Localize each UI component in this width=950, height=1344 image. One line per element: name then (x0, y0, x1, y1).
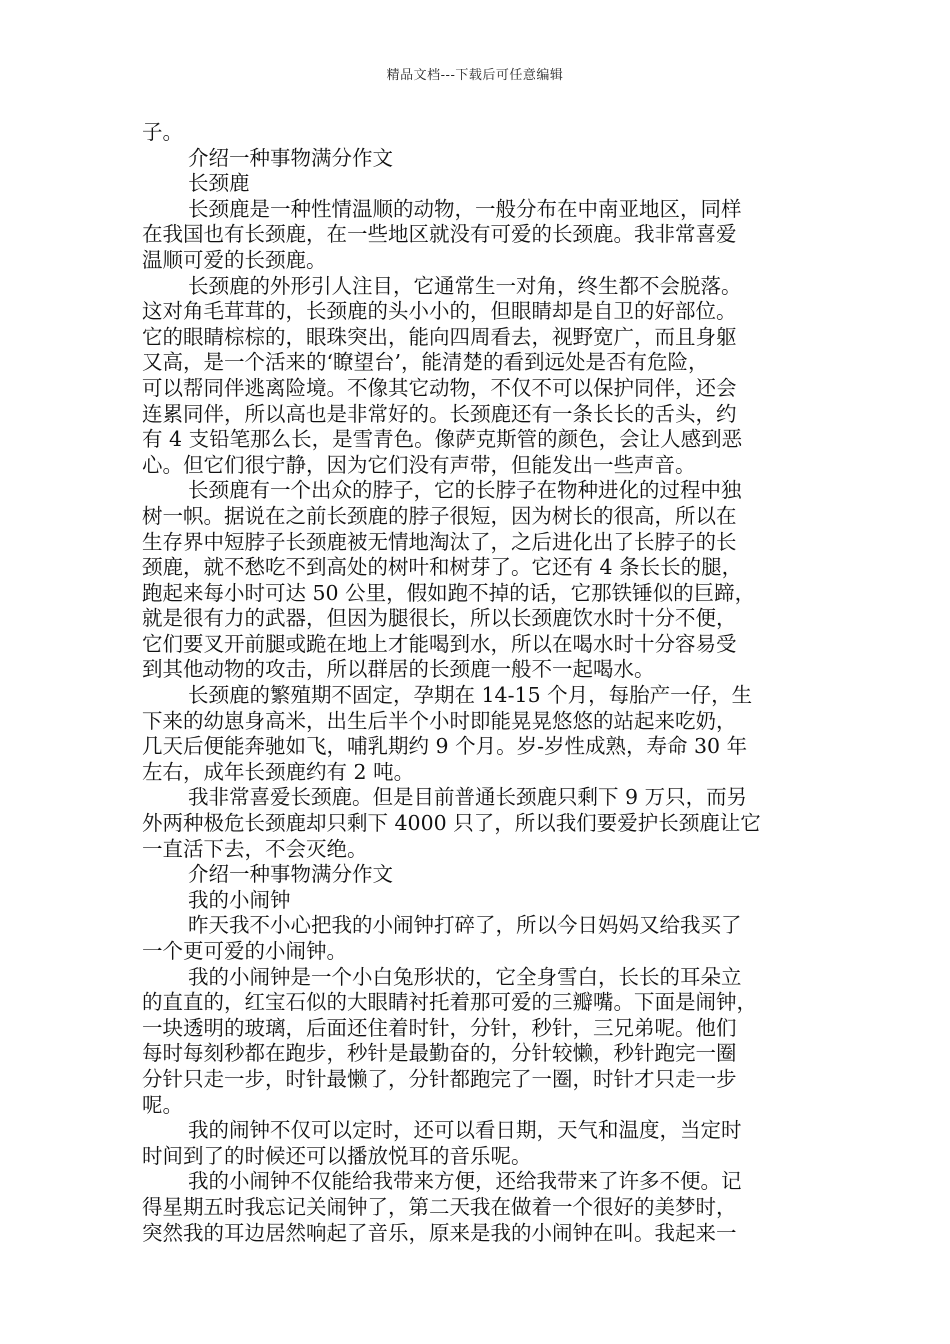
text-line: 一个更可爱的小闹钟。 (142, 939, 347, 963)
text-line: 几天后便能奔驰如飞，哺乳期约 9 个月。岁-岁性成熟，寿命 30 年 (142, 734, 748, 759)
text-line: 树一帜。据说在之前长颈鹿的脖子很短，因为树长的很高，所以在 (142, 503, 737, 528)
document-body (142, 120, 810, 1246)
text-line: 跑起来每小时可达 50 公里，假如跑不掉的话，它那铁锤似的巨蹄， (142, 580, 756, 605)
text-line: 介绍一种事物满分作文 (188, 145, 393, 170)
text-line: 呢。 (142, 1092, 183, 1117)
text-line: 我的小闹钟是一个小白兔形状的，它全身雪白，长长的耳朵立 (188, 964, 742, 989)
text-line: 生存界中短脖子长颈鹿被无情地淘汰了，之后进化出了长脖子的长 (142, 529, 737, 554)
text-line: 长颈鹿的外形引人注目，它通常生一对角，终生都不会脱落。 (188, 273, 742, 298)
text-line: 这对角毛茸茸的，长颈鹿的头小小的，但眼睛却是自卫的好部位。 (142, 299, 737, 324)
text-line: 长颈鹿 (188, 171, 250, 196)
text-line: 突然我的耳边居然响起了音乐，原来是我的小闹钟在叫。我起来一 (142, 1220, 737, 1245)
text-line: 我的小闹钟不仅能给我带来方便，还给我带来了许多不便。记 (188, 1169, 742, 1194)
page-header: 精品文档---下载后可任意编辑 (386, 68, 564, 83)
text-line: 我非常喜爱长颈鹿。但是目前普通长颈鹿只剩下 9 万只，而另 (188, 785, 748, 810)
text-line: 介绍一种事物满分作文 (188, 862, 393, 887)
text-line: 颈鹿，就不愁吃不到高处的树叶和树芽了。它还有 4 条长长的腿， (142, 555, 743, 580)
text-line: 分针只走一步，时针最懒了，分针都跑完了一圈，时针才只走一步 (142, 1066, 737, 1091)
text-line: 一块透明的玻璃，后面还住着时针，分针，秒针，三兄弟呢。他们 (142, 1015, 737, 1040)
text-line: 又高，是一个活来的‘瞭望台’，能清楚的看到远处是否有危险， (142, 350, 709, 375)
text-line: 它的眼睛棕棕的，眼珠突出，能向四周看去，视野宽广，而且身躯 (142, 324, 737, 349)
text-line: 的直直的，红宝石似的大眼睛衬托着那可爱的三瓣嘴。下面是闹钟， (142, 990, 757, 1015)
text-line: 我的小闹钟 (188, 887, 291, 912)
text-line: 长颈鹿是一种性情温顺的动物，一般分布在中南亚地区，同样 (188, 196, 742, 221)
text-line: 一直活下去，不会灭绝。 (142, 836, 368, 861)
text-line: 左右，成年长颈鹿约有 2 吨。 (142, 759, 415, 784)
text-line: 它们要叉开前腿或跪在地上才能喝到水，所以在喝水时十分容易受 (142, 631, 737, 656)
text-line: 到其他动物的攻击，所以群居的长颈鹿一般不一起喝水。 (142, 657, 655, 682)
text-line: 心。但它们很宁静，因为它们没有声带，但能发出一些声音。 (142, 452, 696, 477)
text-line: 连累同伴，所以高也是非常好的。长颈鹿还有一条长长的舌头，约 (142, 401, 737, 426)
text-line: 时间到了的时候还可以播放悦耳的音乐呢。 (142, 1143, 532, 1168)
text-line: 昨天我不小心把我的小闹钟打碎了，所以今日妈妈又给我买了 (188, 913, 742, 938)
text-line: 子。 (142, 120, 183, 144)
text-line: 在我国也有长颈鹿，在一些地区就没有可爱的长颈鹿。我非常喜爱 (142, 222, 737, 247)
text-line: 长颈鹿有一个出众的脖子，它的长脖子在物种进化的过程中独 (188, 478, 742, 503)
text-line: 有 4 支铅笔那么长，是雪青色。像萨克斯管的颜色，会让人感到恶 (142, 427, 743, 452)
text-line: 外两种极危长颈鹿却只剩下 4000 只了，所以我们要爱护长颈鹿让它 (142, 811, 761, 836)
text-line: 每时每刻秒都在跑步，秒针是最勤奋的，分针较懒，秒针跑完一圈 (142, 1041, 737, 1066)
text-line: 可以帮同伴逃离险境。不像其它动物，不仅不可以保护同伴，还会 (142, 375, 737, 400)
text-line: 我的闹钟不仅可以定时，还可以看日期，天气和温度，当定时 (188, 1118, 742, 1143)
text-line: 温顺可爱的长颈鹿。 (142, 247, 327, 272)
text-line: 得星期五时我忘记关闹钟了，第二天我在做着一个很好的美梦时， (142, 1194, 737, 1219)
text-line: 就是很有力的武器，但因为腿很长，所以长颈鹿饮水时十分不便， (142, 606, 737, 631)
text-line: 长颈鹿的繁殖期不固定，孕期在 14-15 个月，每胎产一仔，生 (188, 683, 753, 708)
text-line: 下来的幼崽身高米，出生后半个小时即能晃晃悠悠的站起来吃奶， (142, 708, 737, 733)
